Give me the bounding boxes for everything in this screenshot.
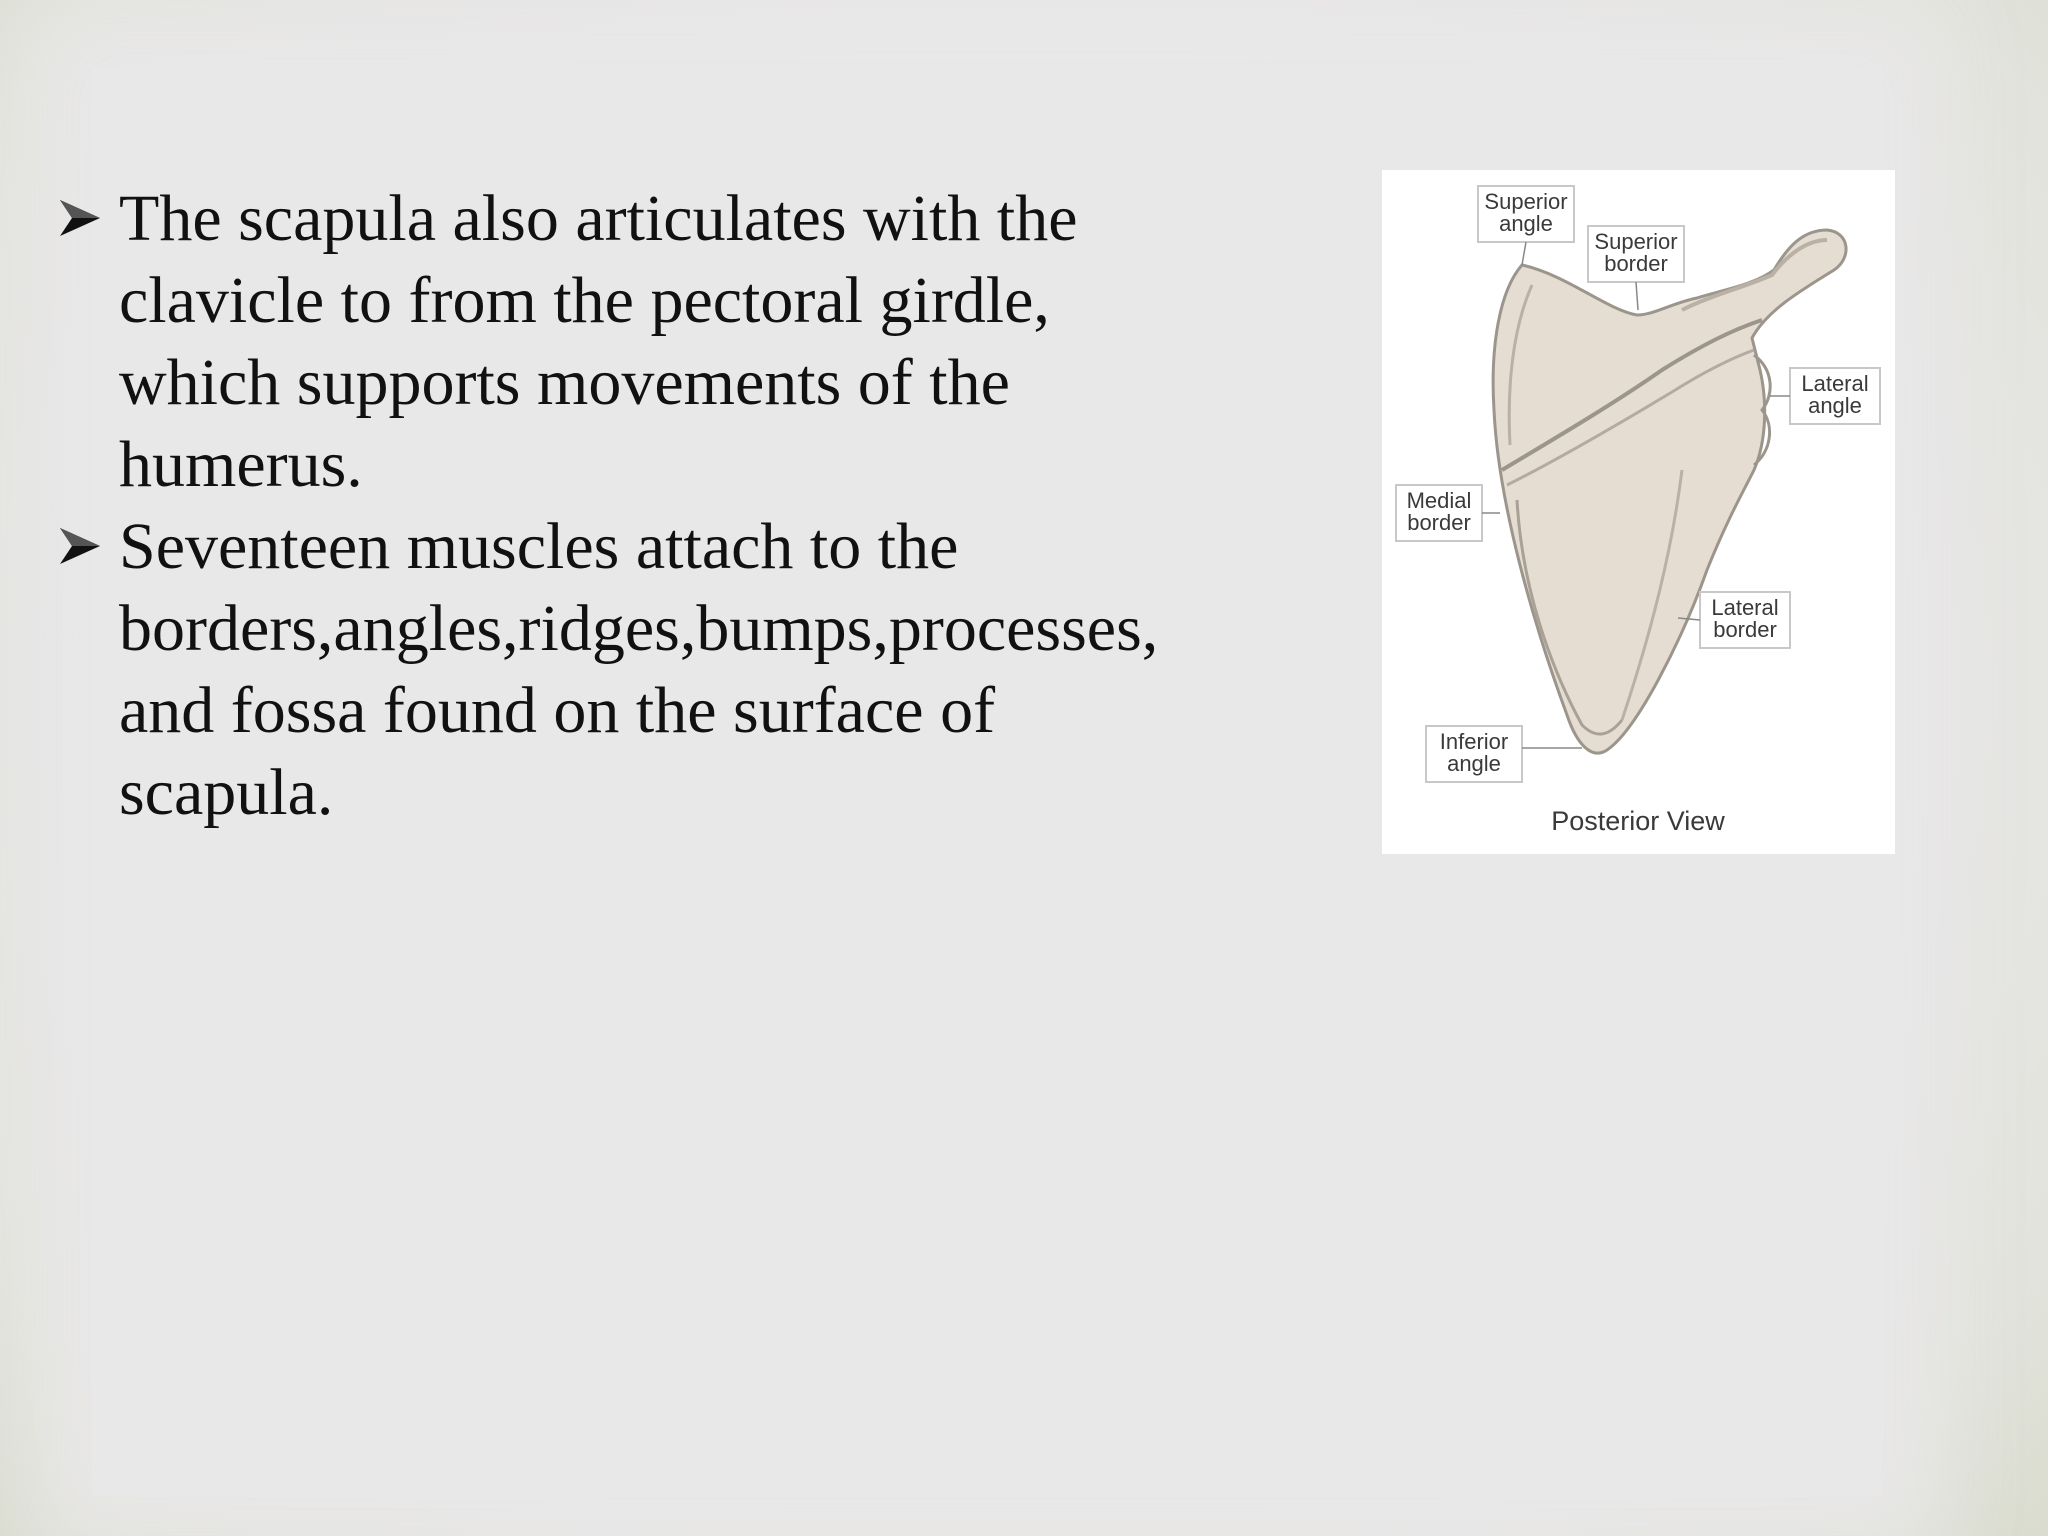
label-line: Lateral — [1711, 595, 1779, 620]
bullet-line: borders,angles,ridges,bumps,processes, — [119, 592, 1159, 665]
bullet-line: which supports movements of the — [119, 346, 1010, 419]
arrowhead-bullet-icon — [58, 196, 102, 240]
bullet-item — [56, 506, 1346, 834]
label-line: Superior — [1594, 229, 1678, 254]
bullet-item — [56, 178, 1346, 506]
label-superior-angle — [1478, 186, 1574, 265]
bullet-line: and fossa found on the surface of — [119, 674, 996, 747]
bullet-line: humerus. — [119, 428, 363, 501]
label-line: border — [1407, 510, 1471, 535]
label-line: Lateral — [1801, 371, 1869, 396]
scapula-diagram — [1382, 170, 1895, 854]
scapula-figure — [1382, 170, 1895, 854]
label-inferior-angle — [1426, 726, 1582, 782]
label-line: angle — [1499, 211, 1553, 236]
label-line: Medial — [1406, 488, 1472, 513]
label-lateral-angle — [1770, 368, 1880, 424]
label-line: border — [1713, 617, 1777, 642]
bullet-line: The scapula also articulates with the — [119, 182, 1078, 255]
bullet-list — [56, 178, 1346, 834]
label-line: Inferior — [1439, 729, 1509, 754]
label-superior-border — [1588, 226, 1684, 310]
arrowhead-bullet-icon — [58, 524, 102, 568]
bullet-line: clavicle to from the pectoral girdle, — [119, 264, 1050, 337]
figure-caption: Posterior View — [1551, 806, 1725, 836]
label-line: angle — [1808, 393, 1862, 418]
label-line: angle — [1447, 751, 1501, 776]
bullet-line: scapula. — [119, 756, 334, 829]
scapula-bone — [1493, 230, 1846, 753]
label-line: Superior — [1484, 189, 1568, 214]
label-line: border — [1604, 251, 1668, 276]
bullet-line: Seventeen muscles attach to the — [119, 510, 959, 583]
label-medial-border — [1396, 485, 1500, 541]
